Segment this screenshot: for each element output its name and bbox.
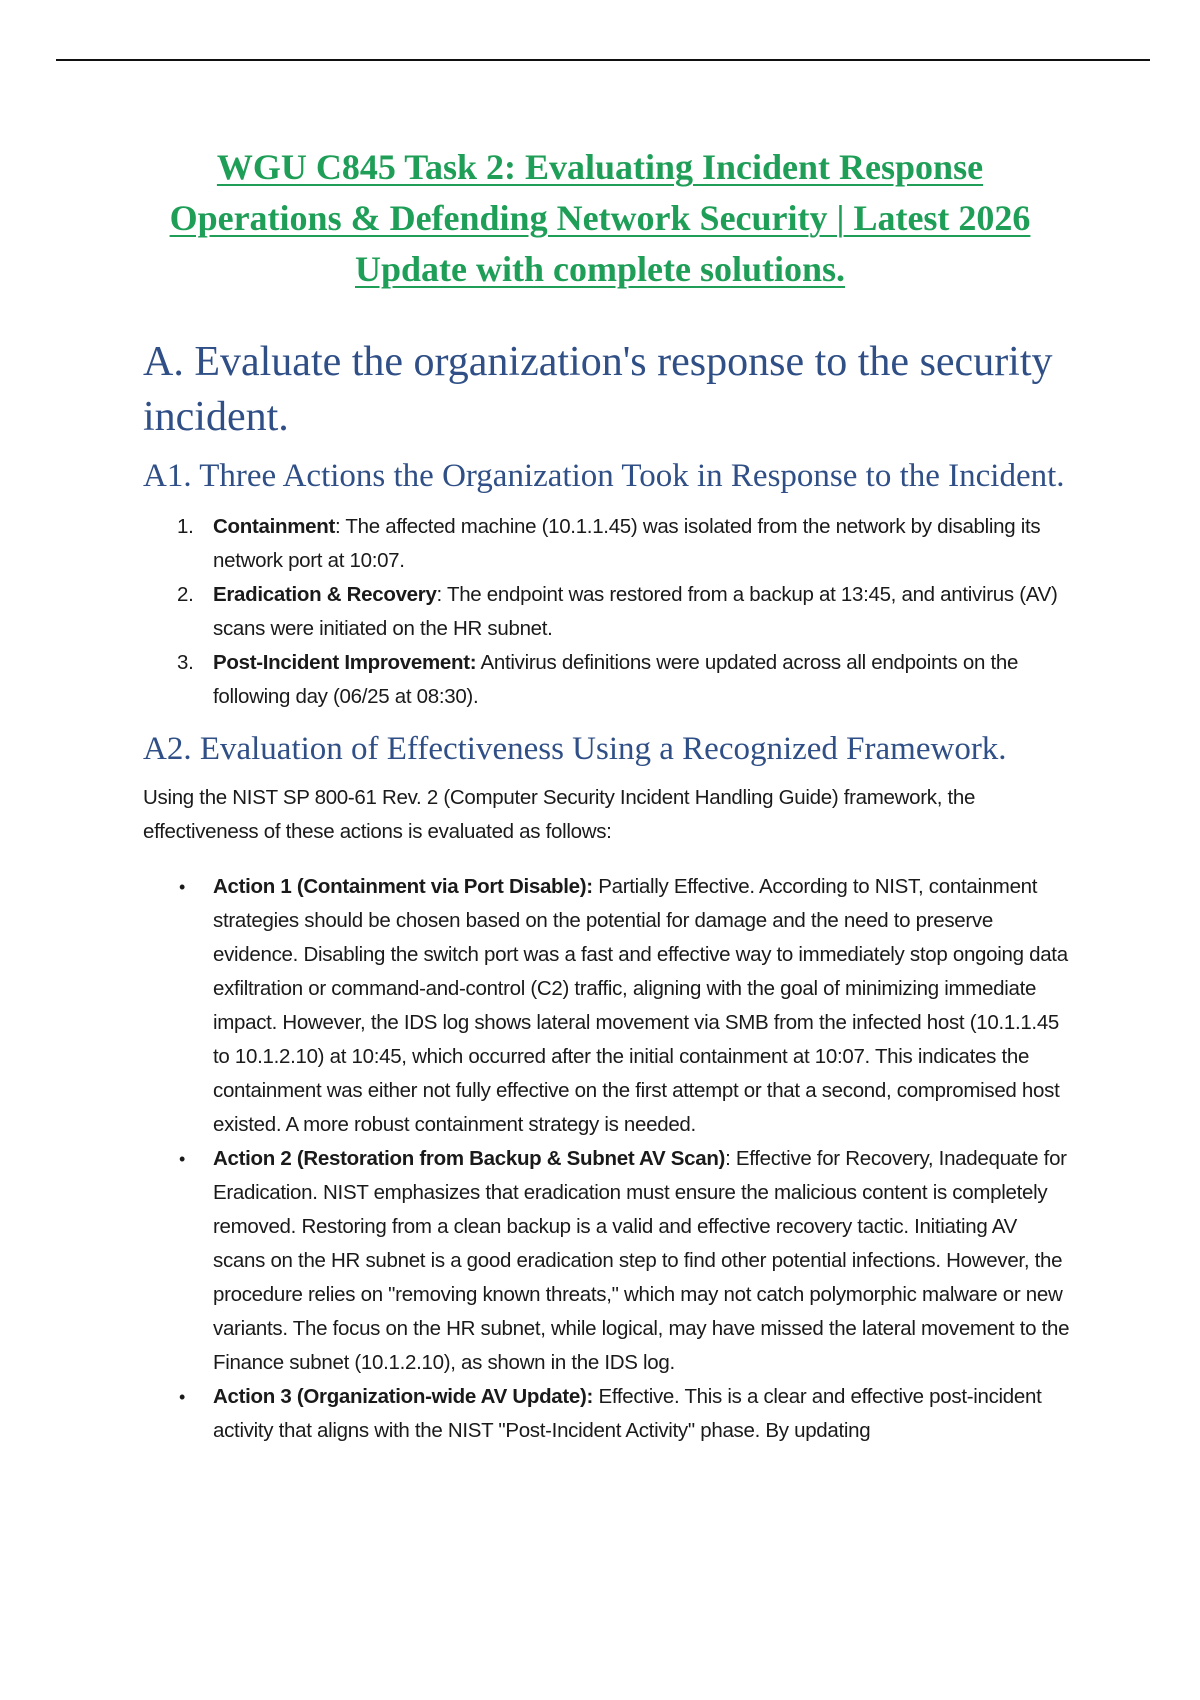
list-item <box>143 1380 1073 1448</box>
section-a1-heading: A1. Three Actions the Organization Took in Response to the Incident. <box>143 458 1065 494</box>
bullet-marker: • <box>179 1148 186 1169</box>
title-line-3: Update with complete solutions. <box>354 249 845 289</box>
item-lead: Post-Incident Improvement: <box>213 651 477 674</box>
document-body <box>143 335 1073 1448</box>
actions-list <box>143 510 1073 714</box>
list-item <box>143 870 1073 1142</box>
section-a-heading: A. Evaluate the organization's response to the security incident. <box>143 339 1053 440</box>
title-line-2: Operations & Defending Network Security | Latest 2026 <box>169 198 1031 238</box>
item-lead: Containment <box>213 515 335 538</box>
bullet-marker: • <box>179 1386 186 1407</box>
list-item <box>143 1142 1073 1380</box>
list-item <box>143 646 1073 714</box>
item-text: Partially Effective. According to NIST, containment strategies should be chosen based on the potential for damage and the need to preserve evidence. Disabling the switch port was a fast and effective way to immediately stop ongoing data exfiltration or command-and-control (C2) traffic, aligning with the goal of minimizing immediate impact. However, the IDS log shows lateral movement via SMB from the infected host (10.1.1.45 to 10.1.2.10) at 10:45, which occurred after the initial containment at 10:07. This indicates the containment was either not fully effective on the first attempt or that a second, compromised host existed. A more robust containment strategy is needed. <box>213 874 1068 1136</box>
document-title <box>120 142 1080 295</box>
item-text: Antivirus definitions were updated across all endpoints on the following day (06/25 at 08:30). <box>213 651 1019 708</box>
top-rule <box>56 59 1150 61</box>
item-lead: Eradication & Recovery <box>213 583 437 606</box>
section-a2-heading: A2. Evaluation of Effectiveness Using a Recognized Framework. <box>143 731 1007 767</box>
item-text: : The affected machine (10.1.1.45) was isolated from the network by disabling its network port at 10:07. <box>213 515 1041 572</box>
list-number: 2. <box>177 583 194 606</box>
item-text: : The endpoint was restored from a backup at 13:45, and antivirus (AV) scans were initiated on the HR subnet. <box>213 583 1058 640</box>
item-lead: Action 2 (Restoration from Backup & Subnet AV Scan) <box>213 1146 726 1170</box>
evaluation-list <box>143 870 1073 1448</box>
bullet-marker: • <box>179 876 186 897</box>
list-item <box>143 510 1073 578</box>
item-lead: Action 1 (Containment via Port Disable): <box>213 874 593 898</box>
list-item <box>143 578 1073 646</box>
list-number: 3. <box>177 651 194 674</box>
list-number: 1. <box>177 515 194 538</box>
title-line-1: WGU C845 Task 2: Evaluating Incident Response <box>216 147 984 187</box>
item-lead: Action 3 (Organization-wide AV Update): <box>213 1384 594 1408</box>
section-a2-intro: Using the NIST SP 800-61 Rev. 2 (Computer Security Incident Handling Guide) framework, the effectiveness of these actions is evaluated as follows: <box>143 786 976 843</box>
item-text: Effective. This is a clear and effective post-incident activity that aligns with the NIST "Post-Incident Activity" phase. By updating <box>213 1384 1042 1442</box>
item-text: : Effective for Recovery, Inadequate for Eradication. NIST emphasizes that eradication must ensure the malicious content is completely removed. Restoring from a clean backup is a valid and effective recovery tactic. Initiating AV scans on the HR subnet is a good eradication step to find other potential infections. However, the procedure relies on "removing known threats," which may not catch polymorphic malware or new variants. The focus on the HR subnet, while logical, may have missed the lateral movement to the Finance subnet (10.1.2.10), as shown in the IDS log. <box>213 1146 1070 1374</box>
